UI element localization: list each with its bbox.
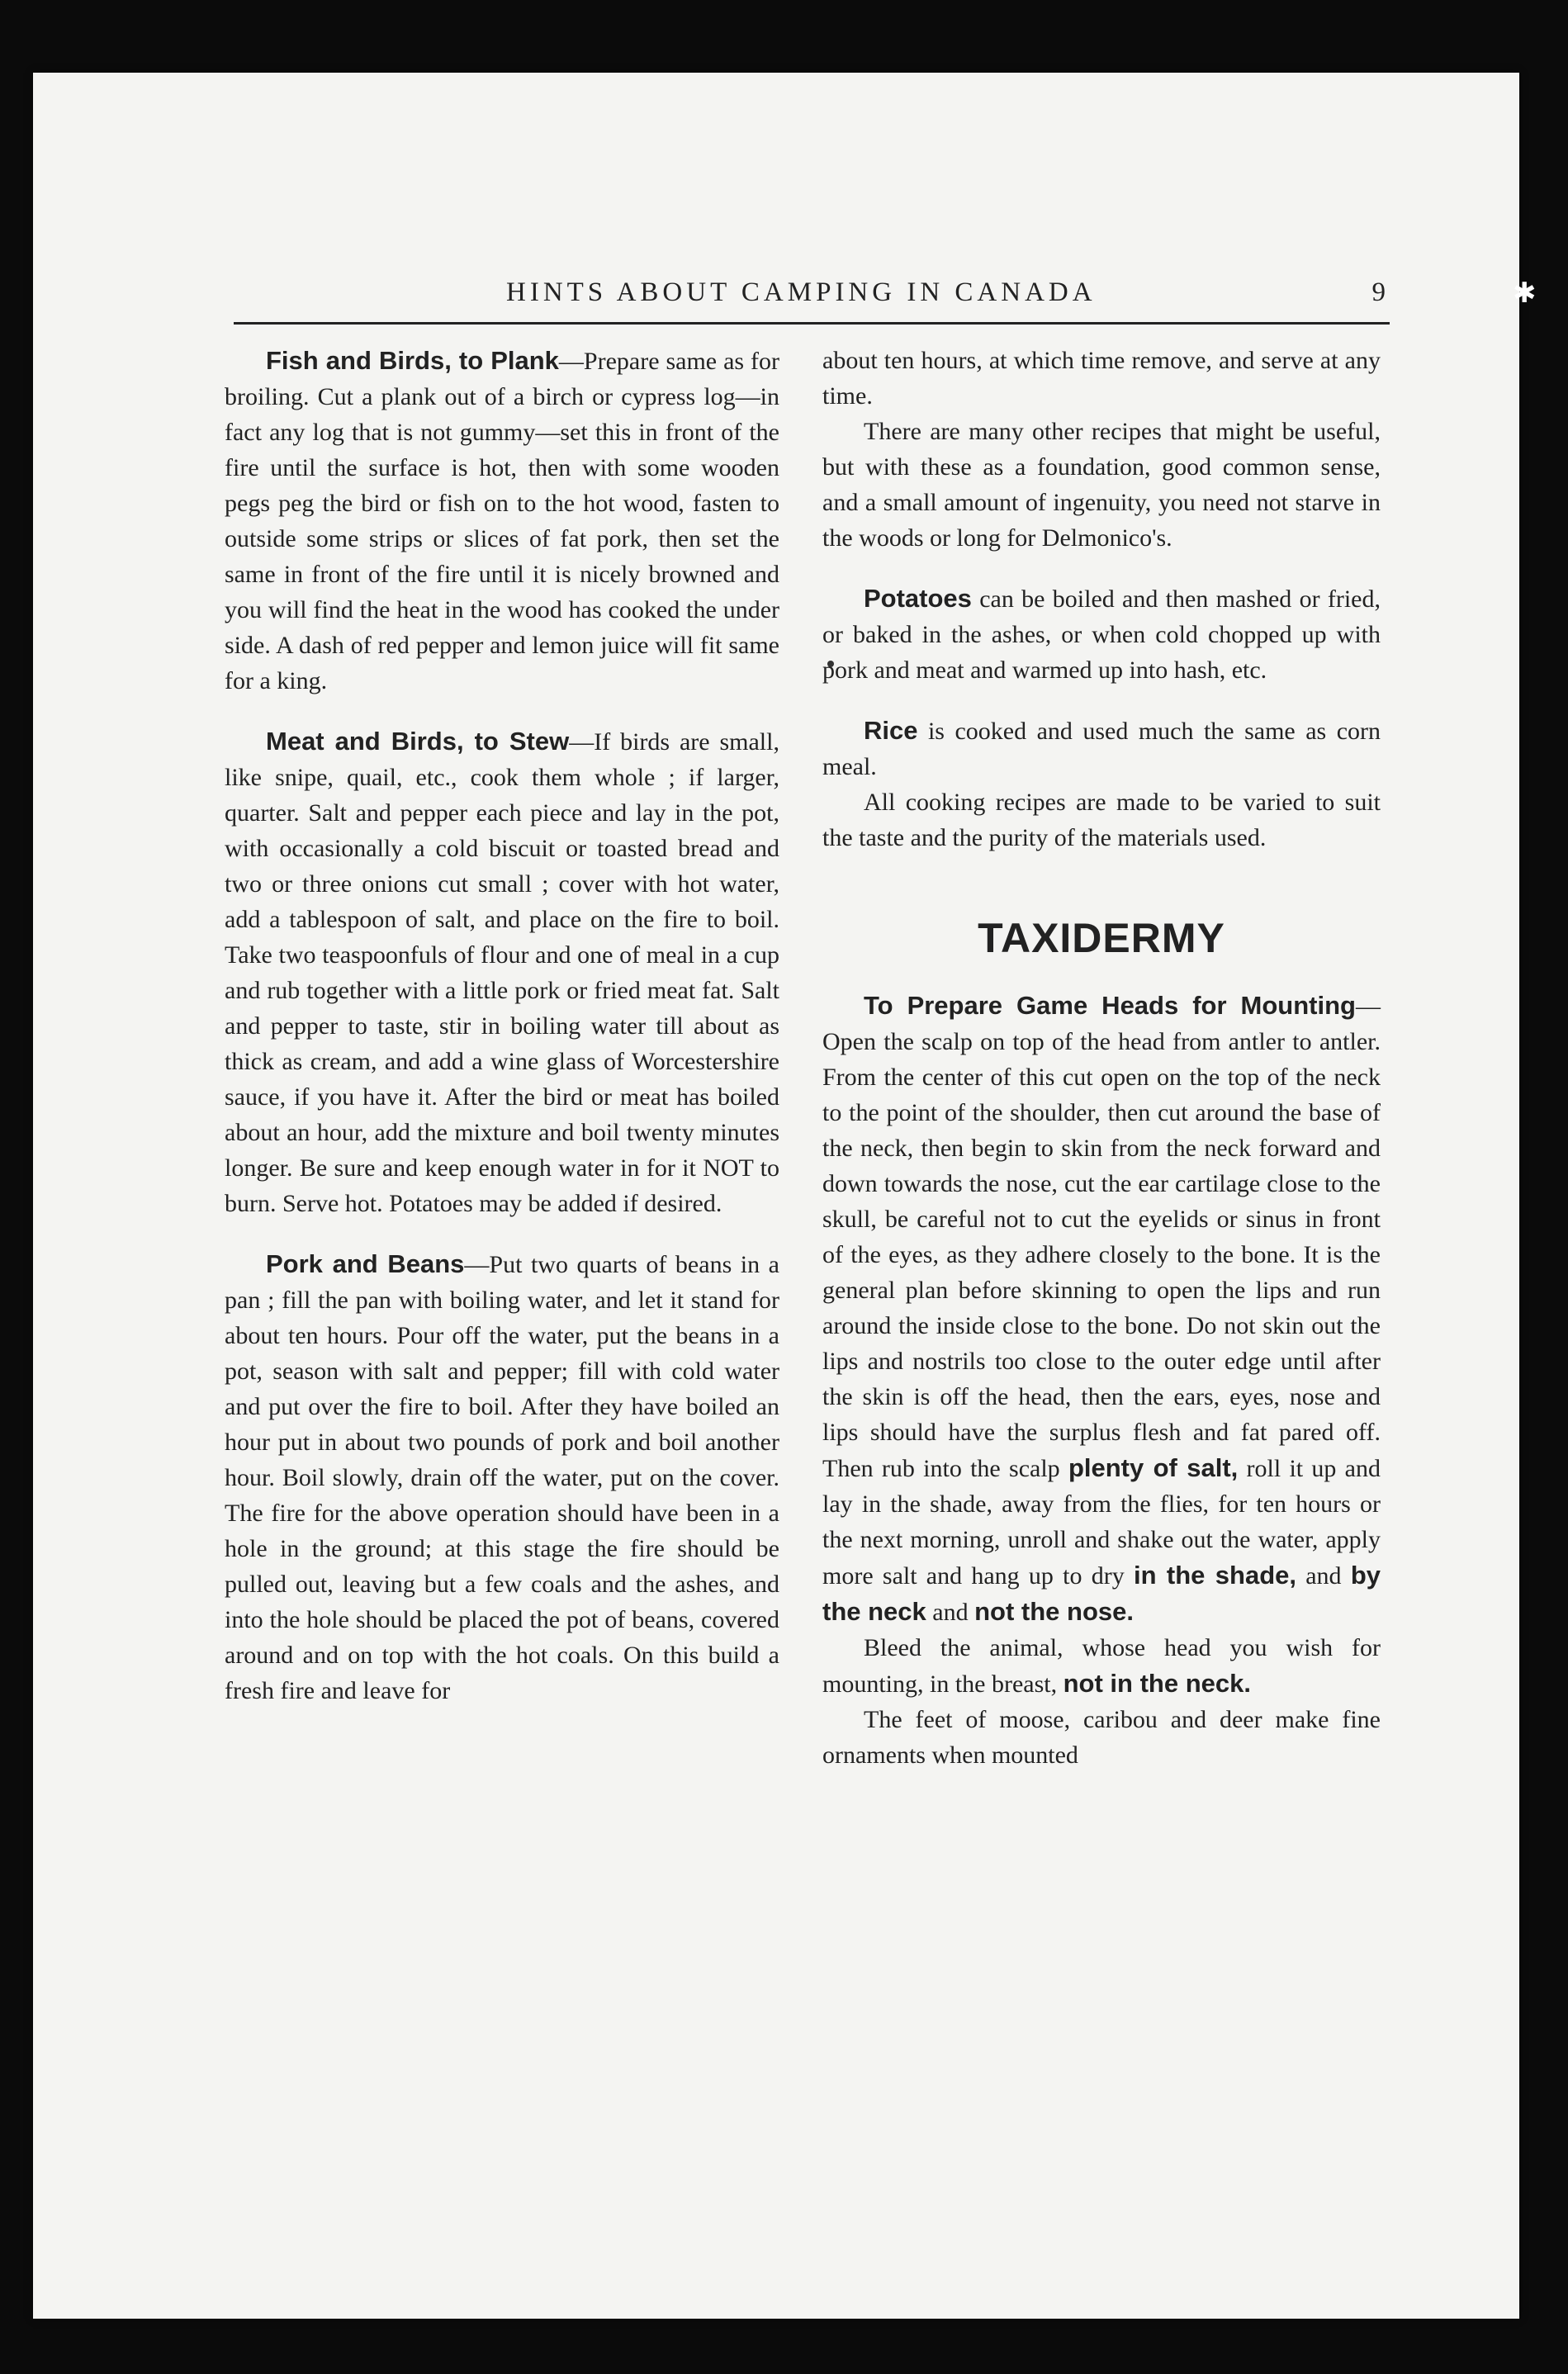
subheading-meat-stew: Meat and Birds, to Stew <box>266 727 570 756</box>
edge-mark-icon: ✱ <box>1513 277 1537 310</box>
header-rule <box>234 322 1390 325</box>
paragraph-game-heads <box>822 988 1381 1630</box>
paragraph-potatoes <box>822 580 1381 688</box>
text-game-heads-3: and <box>1296 1562 1351 1590</box>
text-potatoes: can be boiled and then mashed or fried, or baked in the ashes, or when cold chopped up with pork and meat and warmed up into hash, etc. <box>822 585 1381 684</box>
left-column <box>225 343 779 1708</box>
emphasis-in-the-shade: in the shade, <box>1134 1561 1296 1590</box>
subheading-pork-beans: Pork and Beans <box>266 1249 465 1278</box>
section-heading-taxidermy: TAXIDERMY <box>978 915 1225 961</box>
subheading-rice: Rice <box>864 716 918 745</box>
text-pork-beans: —Put two quarts of beans in a pan ; fill the pan with boiling water, and let it stand for about ten hours. Pour off the water, put the beans in a pot, season with salt and pepper; fill with cold water and put over the fire to boil. After they have boiled an hour put in about two pounds of pork and boil another hour. Boil slowly, drain off the water, put on the cover. The fire for the above operation should have been in a hole in the ground; at this stage the fire should be pulled out, leaving but a few coals and the ashes, and into the hole should be placed the pot of beans, covered around and on top with the hot coals. On this build a fresh fire and leave for <box>225 1251 779 1704</box>
text-rice: is cooked and used much the same as corn meal. <box>822 718 1381 780</box>
right-column <box>822 343 1381 1773</box>
text-meat-stew: —If birds are small, like snipe, quail, etc., cook them whole ; if larger, quarter. Salt and pepper each piece and lay in the pot, with occasionally a cold biscuit or toasted bread and two or three onions cut small ; cover with hot water, add a tablespoon of salt, and place on the fire to boil. Take two teaspoonfuls of flour and one of meal in a cup and rub together with a little pork or fried meat fat. Salt and pepper to taste, stir in boiling water till about as thick as cream, and add a wine glass of Worcestershire sauce, if you have it. After the bird or meat has boiled about an hour, add the mixture and boil twenty minutes longer. Be sure and keep enough water in for it NOT to burn. Serve hot. Potatoes may be added if desired. <box>225 728 779 1217</box>
emphasis-not-in-the-neck: not in the neck. <box>1063 1669 1251 1698</box>
subheading-potatoes: Potatoes <box>864 584 972 613</box>
paragraph-cooking-note: All cooking recipes are made to be varied to suit the taste and the purity of the materials used. <box>822 789 1381 851</box>
paragraph-rice <box>822 713 1381 784</box>
page-number: 9 <box>1371 277 1390 307</box>
paragraph-beans-continued: about ten hours, at which time remove, and serve at any time. <box>822 347 1381 410</box>
subheading-game-heads: To Prepare Game Heads for Mounting <box>864 991 1356 1020</box>
emphasis-plenty-of-salt: plenty of salt, <box>1068 1453 1239 1482</box>
paragraph-recipes-note: There are many other recipes that might be useful, but with these as a foundation, good common sense, and a small amount of ingenuity, you need not starve in the woods or long for Delmonico's. <box>822 418 1381 552</box>
paragraph-pork-beans <box>225 1246 779 1708</box>
text-game-heads-4: and <box>926 1599 975 1626</box>
running-title: HINTS ABOUT CAMPING IN CANADA <box>506 277 1097 307</box>
subheading-fish-plank: Fish and Birds, to Plank <box>266 346 559 375</box>
text-fish-plank: —Prepare same as for broiling. Cut a plank out of a birch or cypress log—in fact any log that is not gummy—set this in front of the fire until the surface is hot, then with some wooden pegs peg the bird or fish on to the hot wood, fasten to outside some strips or slices of fat pork, then set the same in front of the fire until it is nicely browned and you will find the heat in the wood has cooked the under side. A dash of red pepper and lemon juice will fit same for a king. <box>225 348 779 694</box>
paragraph-feet: The feet of moose, caribou and deer make fine ornaments when mounted <box>822 1706 1381 1769</box>
paragraph-fish-plank <box>225 343 779 699</box>
emphasis-by-the-neck: by the neck <box>822 1561 1381 1626</box>
paragraph-bleed <box>822 1630 1381 1702</box>
text-bleed: Bleed the animal, whose head you wish for mounting, in the breast, <box>822 1634 1381 1698</box>
running-header <box>234 277 1390 319</box>
paragraph-meat-stew <box>225 723 779 1221</box>
text-game-heads-2: roll it up and lay in the shade, away from the flies, for ten hours or the next morning, unroll and shake out the water, apply more salt and hang up to dry <box>822 1455 1381 1590</box>
emphasis-not-the-nose: not the nose. <box>974 1597 1134 1626</box>
text-game-heads-1: —Open the scalp on top of the head from antler to antler. From the center of this cut open on the top of the neck to the point of the shoulder, then cut around the base of the neck, then begin to skin from the neck forward and down towards the nose, cut the ear cartilage close to the skull, be careful not to cut the eyelids or sinus in front of the eyes, as they adhere closely to the bone. It is the general plan before skinning to open the lips and run around the inside close to the bone. Do not skin out the lips and nostrils too close to the outer edge until after the skin is off the head, then the ears, eyes, nose and lips should have the surplus flesh and fat pared off. Then rub into the scalp <box>822 993 1381 1482</box>
